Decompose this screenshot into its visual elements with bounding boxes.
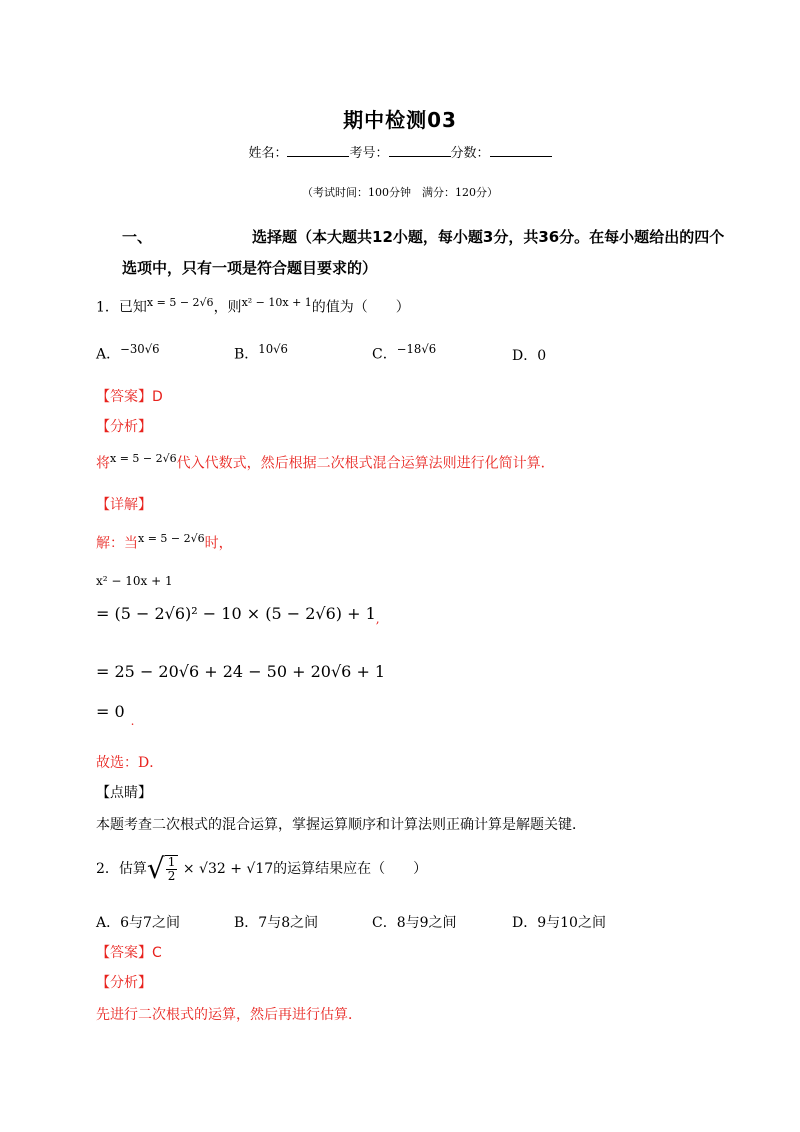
question-2	[96, 846, 427, 892]
step-2-expr: = (5 − 2√6)² − 10 × (5 − 2√6) + 1	[96, 604, 376, 623]
analysis-label	[96, 972, 152, 992]
question-text: 已知	[118, 299, 147, 316]
step-2	[96, 604, 380, 626]
question-number: 1．	[96, 299, 119, 316]
question-text: 估算	[118, 861, 147, 877]
option-value: −18√6	[396, 342, 437, 356]
analysis-label-text: 【分析】	[96, 975, 152, 991]
option-c	[372, 342, 436, 364]
exam-no-label: 考号：	[349, 146, 389, 161]
option-d	[512, 345, 546, 365]
question-number: 2．	[96, 861, 119, 877]
choice-text: 故选：D．	[96, 755, 164, 771]
math-analysis-expr: x = 5 − 2√6	[110, 452, 177, 465]
exam-no-blank	[389, 144, 451, 157]
analysis-before: 将	[96, 455, 110, 472]
option-b	[234, 912, 318, 932]
fraction-denominator: 2	[167, 869, 176, 883]
comment-text: 本题考查二次根式的混合运算，掌握运算顺序和计算法则正确计算是解题关键．	[96, 817, 586, 833]
answer-row	[96, 386, 163, 406]
page-title: 期中检测03	[343, 108, 457, 132]
question-text: ，则	[213, 299, 242, 316]
section-number: 一、	[122, 228, 153, 246]
analysis-after: 代入代数式，然后根据二次根式混合运算法则进行化简计算．	[176, 455, 555, 472]
math-condition: x = 5 − 2√6	[146, 296, 214, 309]
step-1: x² − 10x + 1	[96, 574, 173, 588]
option-letter: B．	[234, 915, 259, 931]
answer-row	[96, 942, 162, 962]
analysis-text	[96, 452, 555, 473]
answer-value: D	[152, 389, 163, 405]
option-a	[96, 912, 180, 932]
option-value: 9与10之间	[537, 915, 606, 931]
question-1	[96, 296, 410, 317]
name-label: 姓名：	[248, 146, 288, 161]
option-value: 10√6	[258, 342, 288, 356]
step-4	[96, 702, 135, 728]
option-value: 8与9之间	[396, 915, 457, 931]
option-letter: B．	[234, 346, 259, 363]
step-4-mark: .	[130, 714, 135, 728]
analysis-label	[96, 416, 152, 436]
student-info-line	[0, 142, 800, 161]
option-letter: C．	[372, 346, 397, 363]
analysis-label-text: 【分析】	[96, 419, 152, 435]
detail-after: 时，	[204, 535, 233, 552]
option-d	[512, 912, 606, 932]
step-3: = 25 − 20√6 + 24 − 50 + 20√6 + 1	[96, 662, 386, 681]
fraction-numerator: 1	[167, 855, 176, 869]
answer-label: 【答案】	[96, 389, 152, 405]
sqrt-sign: √	[146, 852, 165, 885]
section-title-line2: 选项中，只有一项是符合题目要求的）	[122, 259, 378, 277]
detail-before: 解：当	[96, 535, 138, 552]
math-q2-expression	[146, 852, 274, 885]
question-text: 的值为（ ）	[311, 299, 410, 316]
score-label: 分数：	[450, 146, 490, 161]
option-value: 0	[537, 348, 547, 364]
exam-time-info: （考试时间：100分钟 满分：120分）	[302, 186, 498, 199]
option-value: 7与8之间	[258, 915, 319, 931]
step-2-mark: ,	[375, 612, 380, 626]
option-b	[234, 342, 288, 364]
option-letter: D．	[512, 915, 538, 931]
option-letter: D．	[512, 348, 538, 364]
option-letter: C．	[372, 915, 397, 931]
option-value: −30√6	[120, 342, 160, 356]
option-a	[96, 342, 160, 364]
math-expression: x² − 10x + 1	[241, 296, 312, 309]
option-c	[372, 912, 457, 932]
detail-label-text: 【详解】	[96, 497, 152, 513]
section-title-line1: 选择题（本大题共12小题，每小题3分，共36分。在每小题给出的四个	[252, 228, 725, 246]
detail-label	[96, 494, 152, 514]
comment-label: 【点睛】	[96, 785, 152, 801]
option-letter: A．	[96, 346, 121, 363]
math-detail-expr: x = 5 − 2√6	[138, 532, 205, 545]
score-blank	[490, 144, 552, 157]
fraction	[165, 855, 179, 883]
expression-rest: × √32 + √17	[182, 861, 274, 877]
answer-value: C	[152, 945, 162, 961]
question-text: 的运算结果应在（ ）	[273, 861, 428, 877]
answer-label: 【答案】	[96, 945, 152, 961]
detail-intro	[96, 532, 233, 553]
analysis-text: 先进行二次根式的运算，然后再进行估算．	[96, 1007, 362, 1023]
option-letter: A．	[96, 915, 121, 931]
option-value: 6与7之间	[120, 915, 180, 931]
step-4-expr: = 0	[96, 702, 125, 721]
name-blank	[287, 144, 349, 157]
